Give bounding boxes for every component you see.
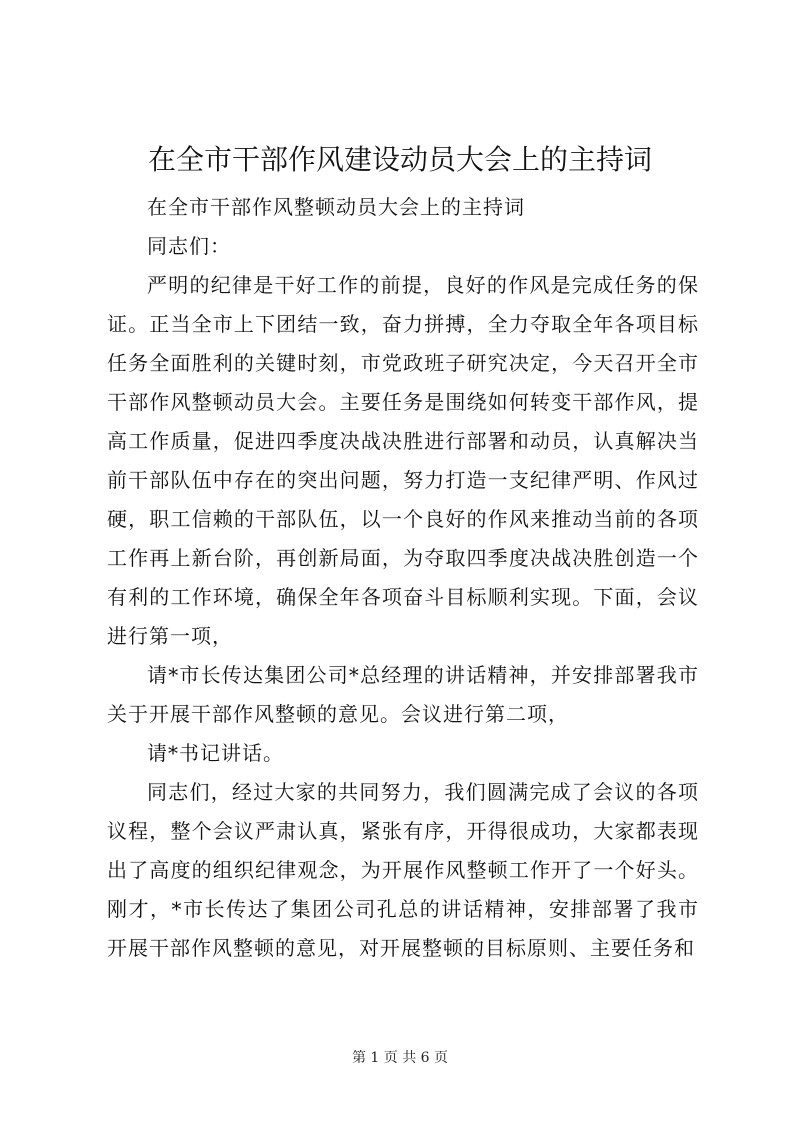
document-title: 在全市干部作风建设动员大会上的主持词 [147,143,652,176]
body-paragraph: 请*书记讲话。 [147,741,284,765]
document-body [107,188,699,968]
body-paragraph: 请*市长传达集团公司*总经理的讲话精神，并安排部署我市关于开展干部作风整顿的意见。会议进行第二项， [107,663,699,726]
body-paragraph: 同志们，经过大家的共同努力，我们圆满完成了会议的各项议程，整个会议严肃认真，紧张有序，开得很成功，大家都表现出了高度的组织纪律观念，为开展作风整顿工作开了一个好头。刚才，*市长传达了集团公司孔总的讲话精神，安排部署了我市开展干部作风整顿的意见，对开展整顿的目标原则、主要任务和 [107,780,699,960]
body-paragraph: 严明的纪律是干好工作的前提，良好的作风是完成任务的保证。正当全市上下团结一致，奋力拼搏，全力夺取全年各项目标任务全面胜利的关键时刻，市党政班子研究决定，今天召开全市干部作风整顿动员大会。主要任务是围绕如何转变干部作风，提高工作质量，促进四季度决战决胜进行部署和动员，认真解决当前干部队伍中存在的突出问题，努力打造一支纪律严明、作风过硬，职工信赖的干部队伍，以一个良好的作风来推动当前的各项工作再上新台阶，再创新局面，为夺取四季度决战决胜创造一个有利的工作环境，确保全年各项奋斗目标顺利实现。下面，会议进行第一项， [107,273,699,648]
salutation-paragraph: 同志们： [147,234,231,258]
subtitle-paragraph: 在全市干部作风整顿动员大会上的主持词 [147,195,525,219]
page-number-footer: 第 1 页 共 6 页 [351,1050,449,1066]
